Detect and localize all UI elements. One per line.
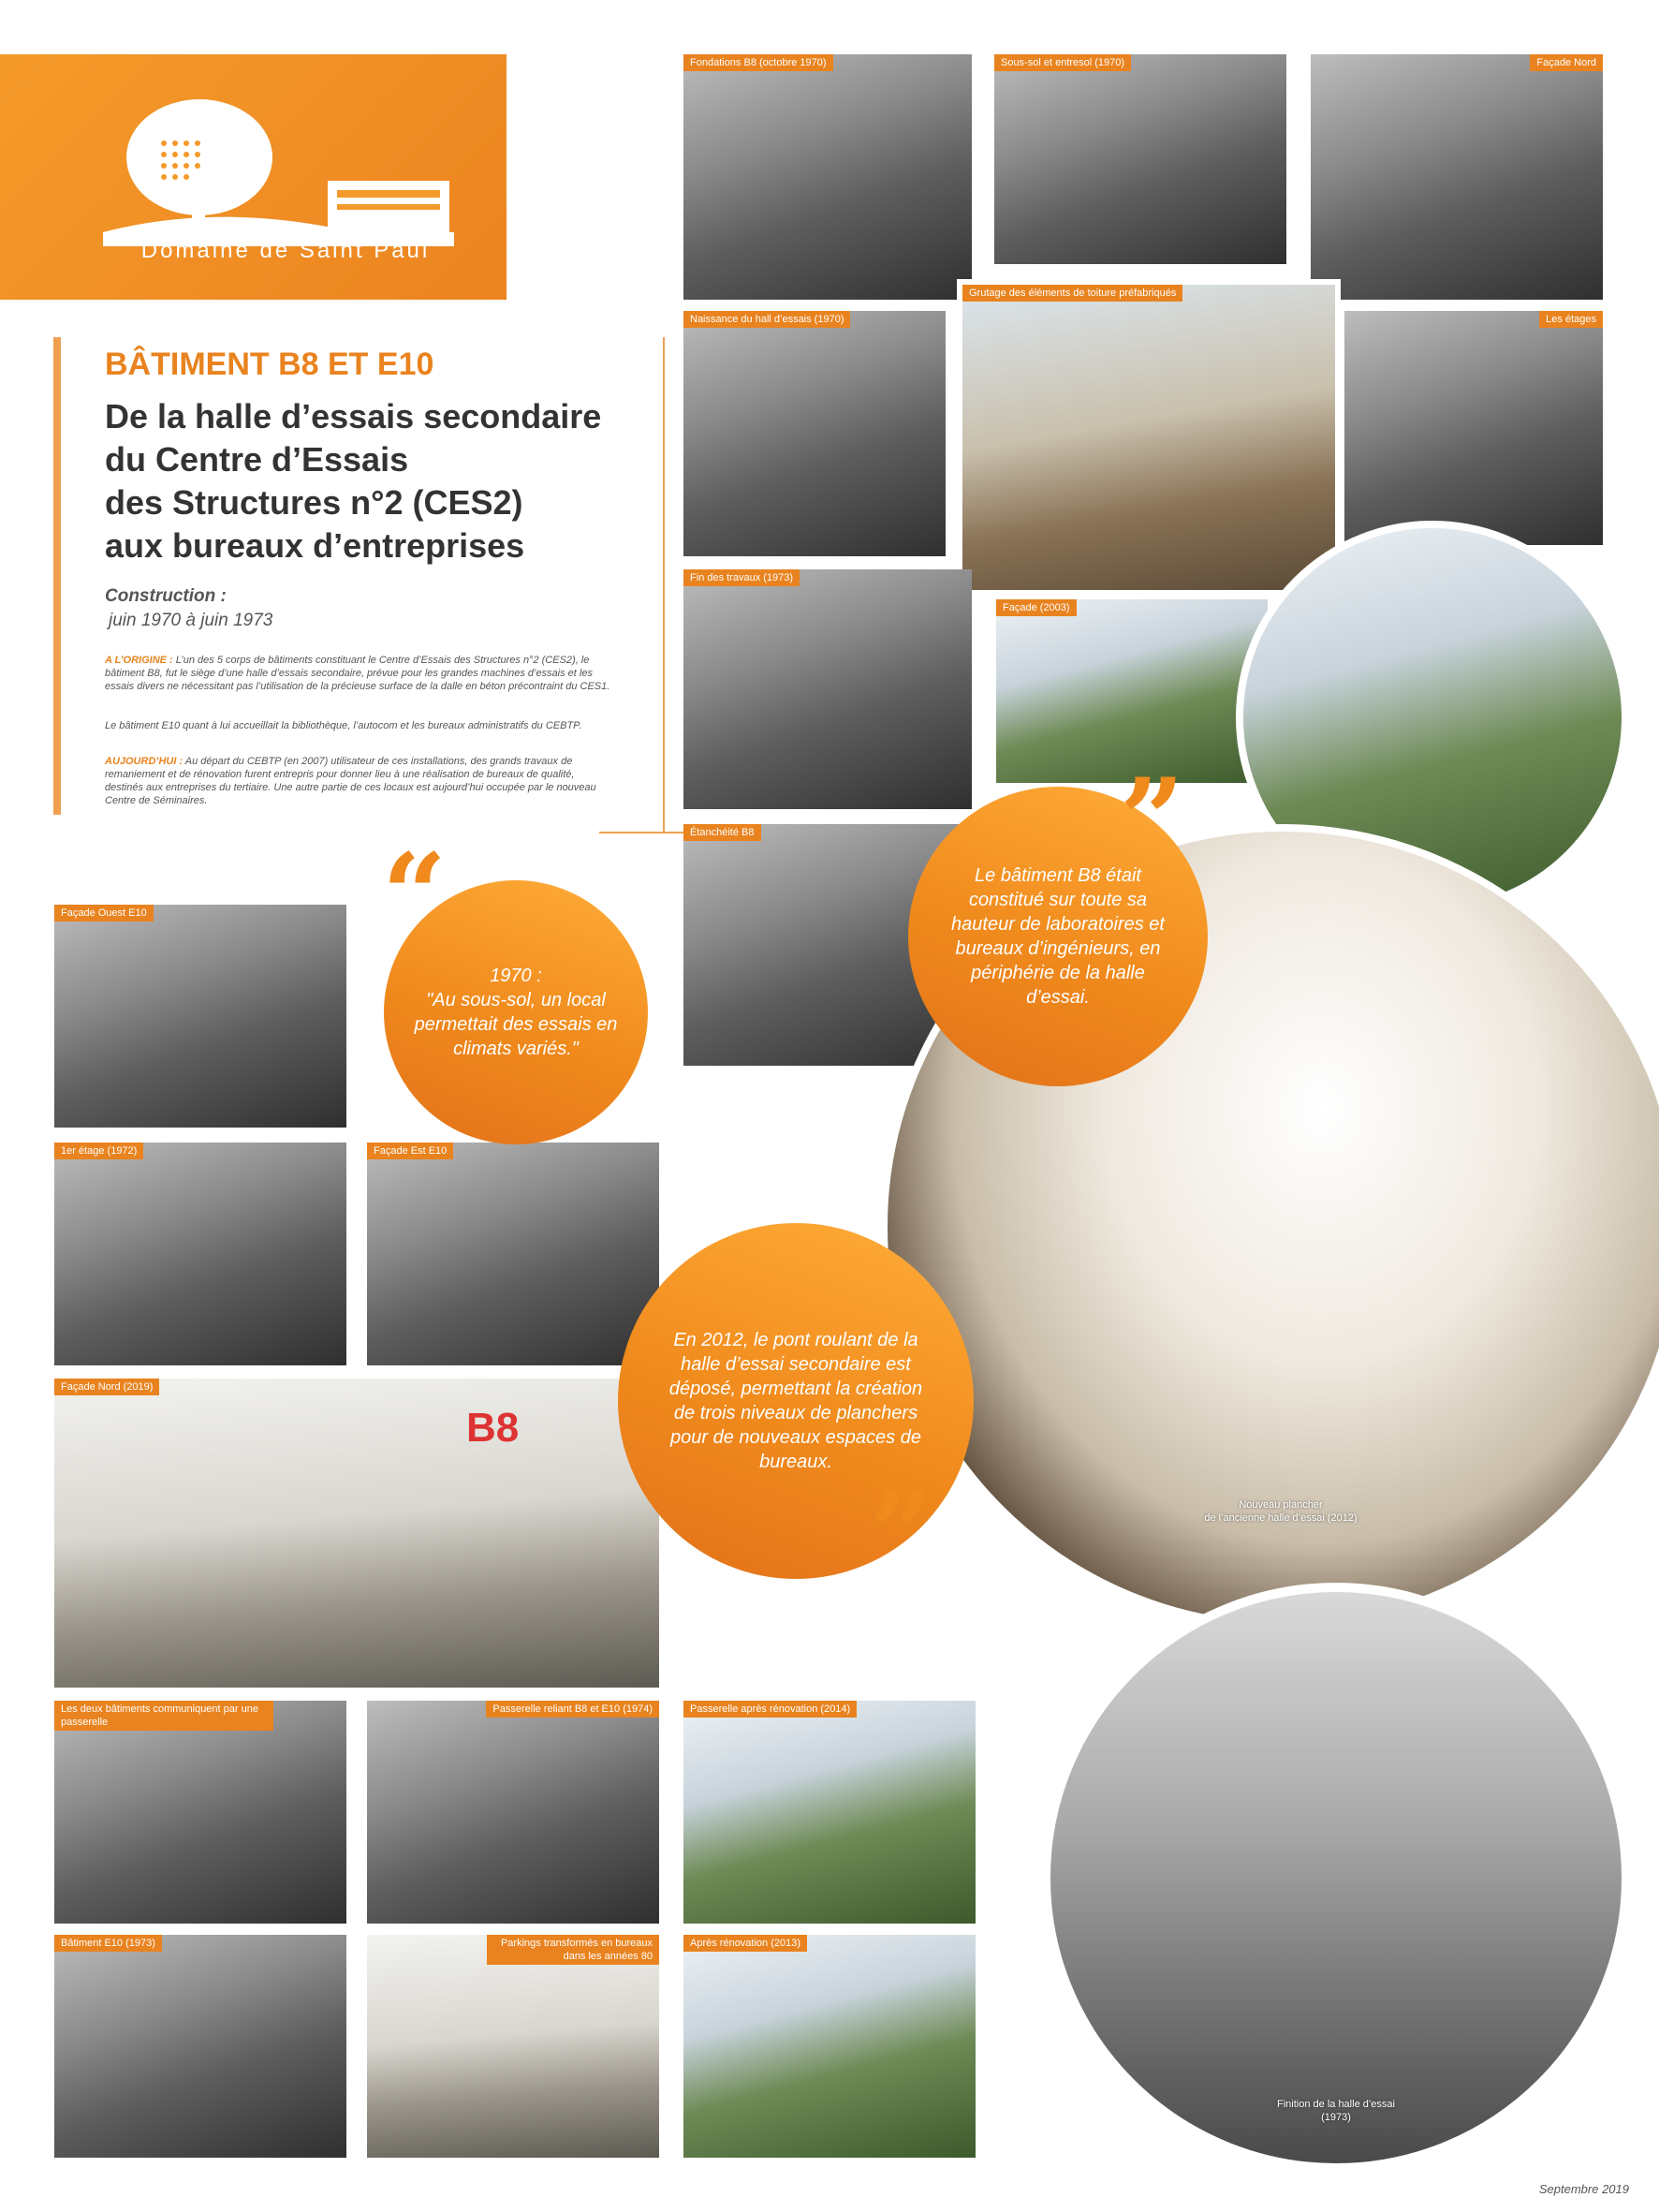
origin-label: A L’ORIGINE :: [105, 655, 173, 666]
building-title: BÂTIMENT B8 ET E10: [105, 347, 434, 382]
quote-1970-year: 1970 :: [490, 966, 542, 986]
photo-facade-2003: Façade (2003): [996, 599, 1268, 783]
photo-passerelle-1974: Passerelle reliant B8 et E10 (1974): [367, 1701, 659, 1924]
footer-date: Septembre 2019: [1538, 2182, 1629, 2196]
photo-finition-halle: Finition de la halle d’essai (1973): [1041, 1583, 1631, 2173]
quote-close-icon-2: ”: [869, 1467, 934, 1600]
photo-deux-batiments: Les deux bâtiments communiquent par une passerelle: [54, 1701, 346, 1924]
photo-les-etages: Les étages: [1344, 311, 1603, 545]
logo-name: Domaine de Saint Paul: [140, 238, 431, 263]
photo-parkings: Parkings transformés en bureaux dans les années 80: [367, 1935, 659, 2158]
tree-logo-icon: [98, 92, 473, 246]
today-label: AUJOURD’HUI :: [105, 756, 184, 767]
photo-sous-sol: Sous-sol et entresol (1970): [994, 54, 1286, 264]
photo-batiment-e10: Bâtiment E10 (1973): [54, 1935, 346, 2158]
photo-grutage: Grutage des éléments de toiture préfabriqués: [957, 279, 1341, 596]
photo-1er-etage: 1er étage (1972): [54, 1143, 346, 1365]
title-line-1: De la halle d’essais secondaire: [105, 397, 602, 435]
photo-facade-est-e10: Façade Est E10: [367, 1143, 659, 1365]
photo-apres-renovation: Après rénovation (2013): [683, 1935, 976, 2158]
photo-etancheite: Étanchéité B8: [683, 824, 972, 1066]
construction-dates: juin 1970 à juin 1973: [109, 611, 273, 630]
quote-2012-text: En 2012, le pont roulant de la halle d’essai secondaire est déposé, permettant la création de trois niveaux de planchers pour de nouveaux espaces de bureaux.: [668, 1330, 923, 1472]
logo-block: [0, 54, 507, 300]
origin-text: L’un des 5 corps de bâtiments constituant le Centre d’Essais des Structures n°2 (CES2), le bâtiment B8, fut le siège d’une halle d’essais secondaire, prévue pour les grandes machines d’essais et les essais divers ne nécessitant pas l’utilisation de la précieuse surface de la dalle en béton précontraint du CES1.: [105, 655, 610, 692]
quote-close-icon: ”: [1120, 754, 1185, 886]
title-line-3: des Structures n°2 (CES2): [105, 483, 523, 522]
photo-fin-travaux: Fin des travaux (1973): [683, 569, 972, 809]
page-title: [105, 395, 667, 568]
title-rule: [53, 337, 61, 815]
quote-open-icon: “: [382, 829, 448, 961]
construction-label: Construction :: [105, 586, 227, 606]
e10-paragraph: Le bâtiment E10 quant à lui accueillait la bibliothèque, l’autocom et les bureaux administratifs du CEBTP.: [105, 720, 582, 731]
rule-horizontal: [599, 832, 693, 833]
title-line-2: du Centre d’Essais: [105, 440, 409, 479]
photo-naissance-hall: Naissance du hall d’essais (1970): [683, 311, 946, 556]
today-text: Au départ du CEBTP (en 2007) utilisateur de ces installations, des grands travaux de remaniement et de rénovation furent entrepris pour donner lieu à une réalisation de bureaux de qualité, destinés aux entreprises du tertiaire. Une autre partie de ces locaux est aujourd’hui occupée par le nouveau Centre de Séminaires.: [105, 756, 596, 806]
photo-fondations: Fondations B8 (octobre 1970): [683, 54, 972, 300]
b8-sign: B8: [466, 1405, 520, 1451]
photo-nouveau-plancher: Nouveau plancher de l’ancienne halle d’essai (2012): [880, 824, 1659, 1630]
quote-b8-text: Le bâtiment B8 était constitué sur toute sa hauteur de laboratoires et bureaux d’ingénieurs, en périphérie de la halle d’essai.: [951, 865, 1165, 1008]
origin-paragraph: [105, 654, 610, 693]
photo-facade-nord: Façade Nord: [1311, 54, 1603, 300]
title-line-4: aux bureaux d’entreprises: [105, 526, 525, 565]
quote-1970-text: "Au sous-sol, un local permettait des essais en climats variés.": [414, 990, 618, 1059]
photo-facade-ouest-e10: Façade Ouest E10: [54, 905, 346, 1128]
photo-facade-nord-2019: Façade Nord (2019) B8: [54, 1379, 659, 1688]
photo-passerelle-2014: Passerelle après rénovation (2014): [683, 1701, 976, 1924]
today-paragraph: [105, 755, 610, 807]
